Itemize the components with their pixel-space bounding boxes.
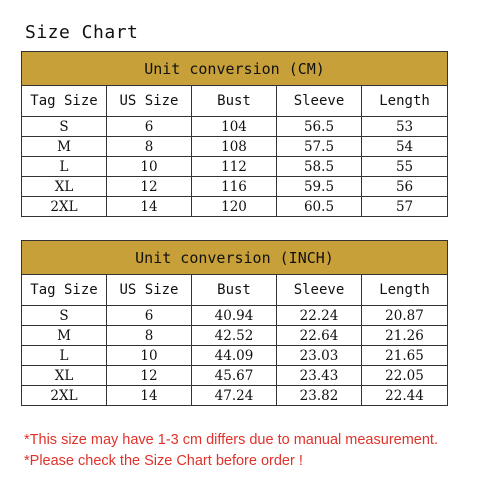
table-cell: 57 [362,197,448,217]
table-cell: XL [22,177,107,197]
table-cell: 21.26 [362,326,448,346]
column-header-us-size: US Size [107,86,192,117]
table-cell: 47.24 [192,386,277,406]
column-header-length: Length [362,86,448,117]
column-header-length: Length [362,275,448,306]
column-header-tag-size: Tag Size [22,275,107,306]
table-cell: 2XL [22,386,107,406]
table-cell: 23.43 [277,366,362,386]
table-row [22,346,448,366]
table-row [22,386,448,406]
table-cell: S [22,117,107,137]
table-cell: 55 [362,157,448,177]
table-row [22,197,448,217]
table-cell: L [22,346,107,366]
table-cell: 59.5 [277,177,362,197]
table-cell: 2XL [22,197,107,217]
table-cell: 22.64 [277,326,362,346]
table-cell: 12 [107,177,192,197]
table-cell: 22.24 [277,306,362,326]
table-cell: 6 [107,117,192,137]
table-cell: 8 [107,137,192,157]
table-cell: 120 [192,197,277,217]
table-header: Unit conversion (CM) [22,52,448,86]
table-cell: 112 [192,157,277,177]
table-cell: 54 [362,137,448,157]
table-cell: 56 [362,177,448,197]
table-cell: 20.87 [362,306,448,326]
column-header-sleeve: Sleeve [277,86,362,117]
table-row [22,366,448,386]
table-cell: 14 [107,386,192,406]
table-cell: M [22,326,107,346]
table-cell: 22.05 [362,366,448,386]
table-cell: 56.5 [277,117,362,137]
table-cell: 53 [362,117,448,137]
table-cell: 108 [192,137,277,157]
table-row [22,137,448,157]
table-cell: 60.5 [277,197,362,217]
table-cell: 104 [192,117,277,137]
column-header-tag-size: Tag Size [22,86,107,117]
table-cell: 58.5 [277,157,362,177]
size-table-cm [21,51,448,217]
table-cell: 12 [107,366,192,386]
table-cell: L [22,157,107,177]
table-cell: 42.52 [192,326,277,346]
column-header-bust: Bust [192,275,277,306]
table-cell: S [22,306,107,326]
table-cell: 6 [107,306,192,326]
table-cell: 57.5 [277,137,362,157]
size-table-inch [21,240,448,406]
table-row [22,177,448,197]
table-cell: 8 [107,326,192,346]
table-cell: 21.65 [362,346,448,366]
table-header: Unit conversion (INCH) [22,241,448,275]
table-cell: 22.44 [362,386,448,406]
table-cell: 14 [107,197,192,217]
table-cell: 10 [107,157,192,177]
table-row [22,326,448,346]
page-title: Size Chart [25,22,139,43]
column-header-bust: Bust [192,86,277,117]
table-row [22,117,448,137]
table-cell: 23.03 [277,346,362,366]
table-cell: 45.67 [192,366,277,386]
table-cell: M [22,137,107,157]
table-cell: 10 [107,346,192,366]
table-cell: 40.94 [192,306,277,326]
table-cell: 23.82 [277,386,362,406]
check-chart-note: *Please check the Size Chart before order ! [24,453,303,469]
table-row [22,157,448,177]
table-row [22,306,448,326]
column-header-sleeve: Sleeve [277,275,362,306]
table-cell: 44.09 [192,346,277,366]
table-cell: 116 [192,177,277,197]
table-cell: XL [22,366,107,386]
measurement-note: *This size may have 1-3 cm differs due to manual measurement. [24,432,438,448]
column-header-us-size: US Size [107,275,192,306]
